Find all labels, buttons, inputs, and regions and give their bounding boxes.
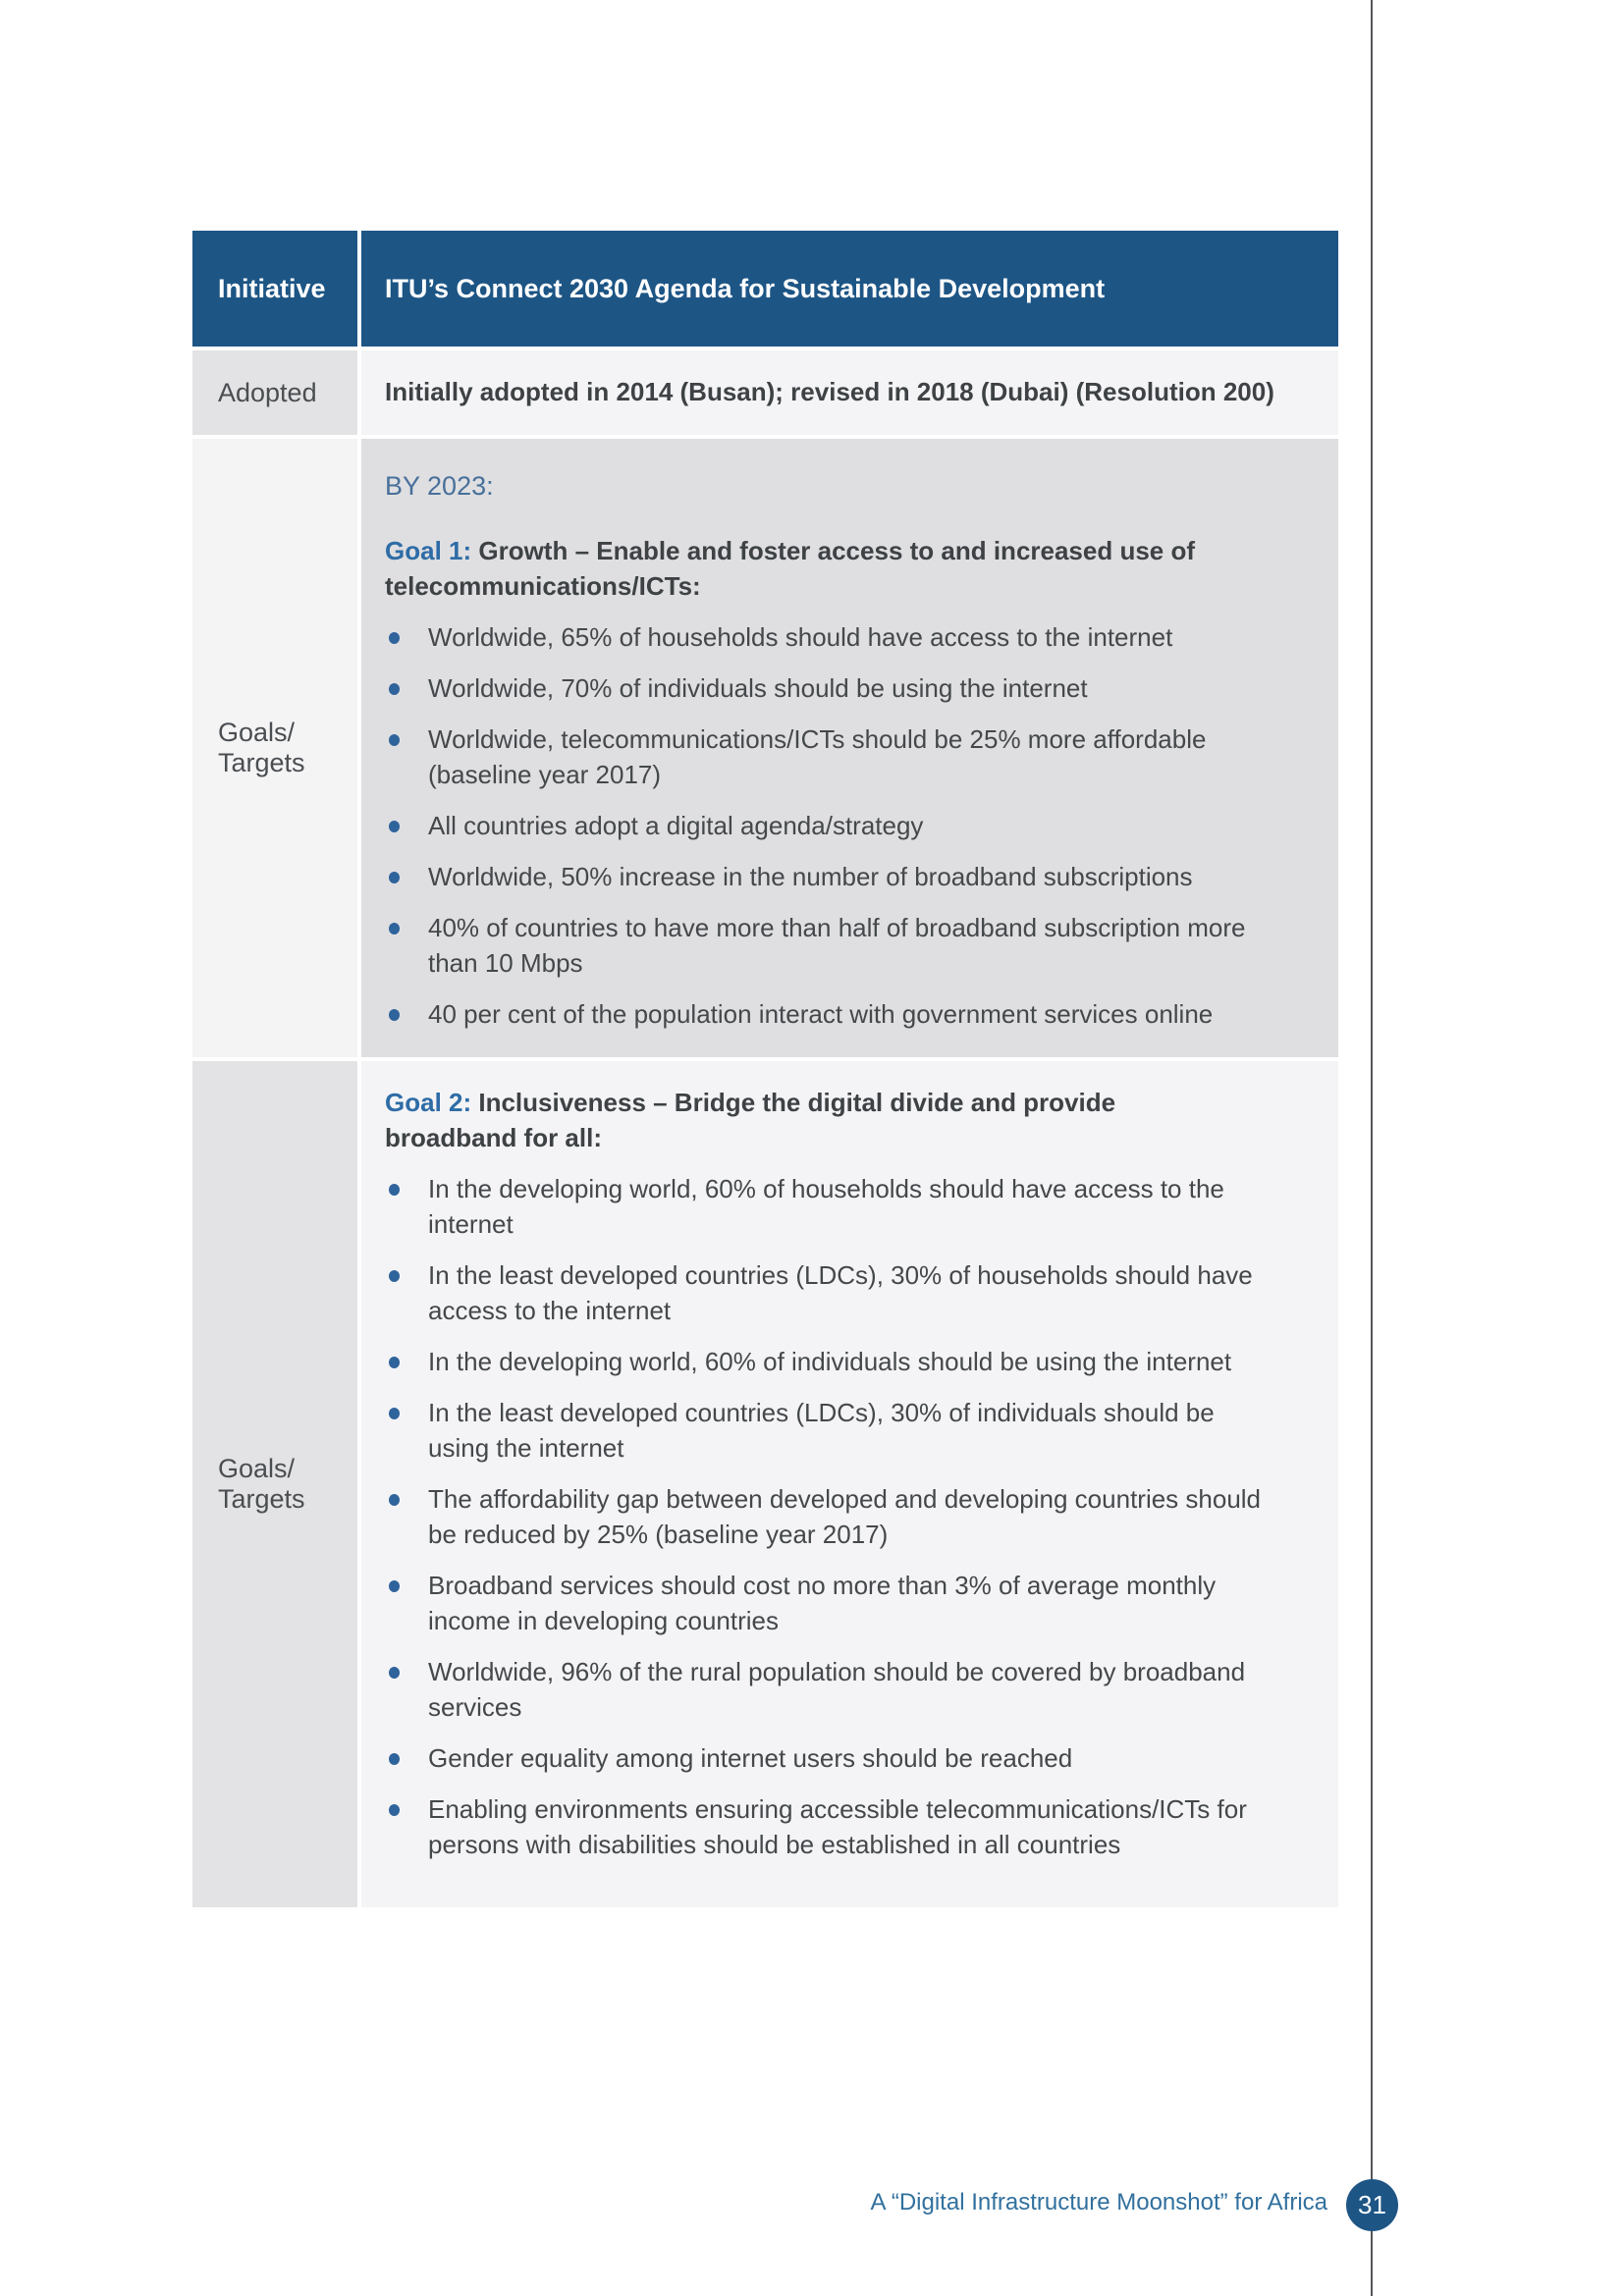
bullet-item: In the developing world, 60% of individuals should be using the internet <box>428 1344 1272 1379</box>
page-number: 31 <box>1358 2190 1386 2219</box>
table-row-goals-2 <box>192 1061 1338 1907</box>
initiative-table <box>192 231 1338 1911</box>
goal1-bullet-list <box>385 619 1301 1032</box>
adopted-label-cell <box>192 350 357 435</box>
vertical-rule <box>1371 0 1373 2296</box>
bullet-item: In the least developed countries (LDCs), 30% of households should have access to the internet <box>428 1257 1272 1328</box>
bullet-item: Worldwide, 70% of individuals should be using the internet <box>428 670 1272 706</box>
goal2-heading <box>385 1085 1249 1155</box>
bullet-item: Broadband services should cost no more than 3% of average monthly income in developing countries <box>428 1568 1272 1638</box>
table-row-adopted <box>192 350 1338 435</box>
bullet-item: Gender equality among internet users should be reached <box>428 1740 1272 1776</box>
bullet-item: All countries adopt a digital agenda/strategy <box>428 808 1272 843</box>
goal2-number: Goal 2: <box>385 1088 472 1117</box>
goal1-heading <box>385 533 1249 604</box>
bullet-item: 40 per cent of the population interact with government services online <box>428 996 1272 1032</box>
header-cell-title <box>361 231 1338 347</box>
table-row-goals-1 <box>192 439 1338 1057</box>
goals2-label-cell <box>192 1061 357 1907</box>
bullet-item: In the least developed countries (LDCs), 30% of individuals should be using the internet <box>428 1395 1272 1466</box>
header-initiative-label: Initiative <box>218 273 326 303</box>
goal1-title: Growth – Enable and foster access to and increased use of telecommunications/ICTs: <box>385 536 1196 601</box>
bullet-item: In the developing world, 60% of households should have access to the internet <box>428 1171 1272 1242</box>
header-cell-initiative <box>192 231 357 347</box>
goal1-number: Goal 1: <box>385 536 472 565</box>
bullet-item: Worldwide, telecommunications/ICTs should be 25% more affordable (baseline year 2017) <box>428 721 1272 792</box>
goals2-content-cell <box>361 1061 1338 1907</box>
goals1-content-cell <box>361 439 1338 1057</box>
bullet-item: Enabling environments ensuring accessible telecommunications/ICTs for persons with disabilities should be established in all countries <box>428 1791 1272 1862</box>
goal2-title: Inclusiveness – Bridge the digital divide and provide broadband for all: <box>385 1088 1116 1152</box>
header-title-label: ITU’s Connect 2030 Agenda for Sustainable Development <box>385 273 1106 303</box>
by-2023-intro: BY 2023: <box>385 471 494 501</box>
bullet-item: The affordability gap between developed and developing countries should be reduced by 25% (baseline year 2017) <box>428 1481 1272 1552</box>
bullet-item: Worldwide, 65% of households should have access to the internet <box>428 619 1272 655</box>
adopted-label: Adopted <box>218 377 317 407</box>
goals1-label-line1: Goals/ <box>218 718 296 747</box>
bullet-item: 40% of countries to have more than half of broadband subscription more than 10 Mbps <box>428 910 1272 981</box>
table-header-row <box>192 231 1338 347</box>
bullet-item: Worldwide, 50% increase in the number of broadband subscriptions <box>428 859 1272 894</box>
adopted-value-cell <box>361 350 1338 435</box>
page-number-badge <box>1346 2179 1398 2231</box>
footer-report-title: A “Digital Infrastructure Moonshot” for Africa <box>870 2189 1327 2216</box>
goal2-bullet-list <box>385 1171 1301 1862</box>
goals2-label-line2: Targets <box>218 1484 305 1514</box>
adopted-value: Initially adopted in 2014 (Busan); revised in 2018 (Dubai) (Resolution 200) <box>385 377 1274 406</box>
goals1-label-cell <box>192 439 357 1057</box>
goals1-label-line2: Targets <box>218 748 305 777</box>
bullet-item: Worldwide, 96% of the rural population should be covered by broadband services <box>428 1654 1272 1725</box>
goals2-label-line1: Goals/ <box>218 1454 296 1483</box>
